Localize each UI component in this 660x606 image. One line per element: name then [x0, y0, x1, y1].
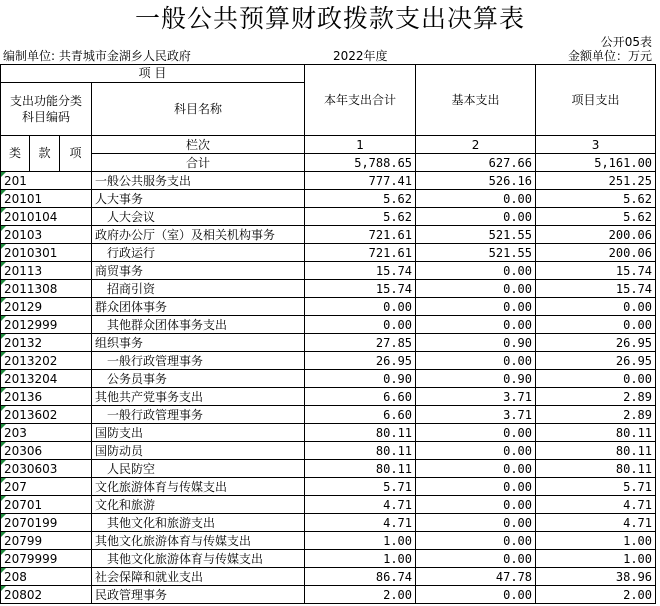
function-code: 20306 — [1, 442, 92, 460]
table-row — [1, 262, 656, 280]
basic-expenditure: 0.00 — [416, 262, 536, 280]
table-row — [1, 550, 656, 568]
total-expenditure: 5.62 — [305, 190, 416, 208]
function-code: 2010104 — [1, 208, 92, 226]
project-expenditure: 1.00 — [536, 550, 656, 568]
project-expenditure: 0.00 — [536, 316, 656, 334]
subject-name: 一般公共服务支出 — [92, 172, 305, 190]
basic-expenditure: 0.00 — [416, 424, 536, 442]
table-row — [1, 514, 656, 532]
project-expenditure: 2.00 — [536, 586, 656, 604]
project-expenditure: 0.00 — [536, 370, 656, 388]
header-function-code: 支出功能分类 科目编码 — [1, 83, 92, 136]
function-code: 2012999 — [1, 316, 92, 334]
header-lanci: 栏次 — [92, 136, 305, 154]
total-expenditure: 15.74 — [305, 262, 416, 280]
project-expenditure: 15.74 — [536, 280, 656, 298]
header-lei: 类 — [1, 136, 30, 172]
subject-name: 其他文化旅游体育与传媒支出 — [92, 550, 305, 568]
table-row — [1, 352, 656, 370]
table-row — [1, 424, 656, 442]
form-number: 公开05表 — [600, 35, 652, 49]
function-code: 2013202 — [1, 352, 92, 370]
project-expenditure: 15.74 — [536, 262, 656, 280]
function-code: 20103 — [1, 226, 92, 244]
subject-name: 其他共产党事务支出 — [92, 388, 305, 406]
table-row — [1, 334, 656, 352]
function-code: 2079999 — [1, 550, 92, 568]
function-code: 2013204 — [1, 370, 92, 388]
subject-name: 国防动员 — [92, 442, 305, 460]
basic-expenditure: 0.00 — [416, 496, 536, 514]
total-expenditure: 1.00 — [305, 532, 416, 550]
table-row — [1, 298, 656, 316]
subject-name: 人大会议 — [92, 208, 305, 226]
total-label: 合计 — [92, 154, 305, 172]
total-expenditure: 6.60 — [305, 388, 416, 406]
project-expenditure: 251.25 — [536, 172, 656, 190]
header-basic-expenditure: 基本支出 — [416, 65, 536, 136]
basic-expenditure: 0.00 — [416, 586, 536, 604]
function-code: 20129 — [1, 298, 92, 316]
basic-expenditure: 0.00 — [416, 460, 536, 478]
header-info-line — [0, 49, 660, 64]
project-expenditure: 5.62 — [536, 190, 656, 208]
basic-expenditure: 0.00 — [416, 532, 536, 550]
basic-expenditure: 0.00 — [416, 298, 536, 316]
project-expenditure: 38.96 — [536, 568, 656, 586]
basic-expenditure: 0.90 — [416, 370, 536, 388]
subject-name: 人大事务 — [92, 190, 305, 208]
total-row — [1, 154, 656, 172]
table-row — [1, 532, 656, 550]
function-code: 207 — [1, 478, 92, 496]
header-subject-name: 科目名称 — [92, 83, 305, 136]
subject-name: 一般行政管理事务 — [92, 352, 305, 370]
total-expenditure: 6.60 — [305, 406, 416, 424]
total-expenditure: 5.71 — [305, 478, 416, 496]
basic-expenditure: 521.55 — [416, 244, 536, 262]
project-expenditure: 0.00 — [536, 298, 656, 316]
table-row — [1, 406, 656, 424]
total-expenditure: 721.61 — [305, 244, 416, 262]
total-expenditure: 721.61 — [305, 226, 416, 244]
function-code: 20132 — [1, 334, 92, 352]
function-code: 20802 — [1, 586, 92, 604]
basic-expenditure: 0.00 — [416, 550, 536, 568]
fiscal-year: 2022年度 — [333, 49, 388, 63]
amount-unit: 金额单位：万元 — [567, 49, 652, 63]
basic-expenditure: 0.00 — [416, 352, 536, 370]
subject-name: 一般行政管理事务 — [92, 406, 305, 424]
function-code: 208 — [1, 568, 92, 586]
header-item: 项 目 — [1, 65, 305, 83]
basic-expenditure: 0.00 — [416, 190, 536, 208]
total-expenditure: 5.62 — [305, 208, 416, 226]
subject-name: 招商引资 — [92, 280, 305, 298]
subject-name: 群众团体事务 — [92, 298, 305, 316]
header-project-expenditure: 项目支出 — [536, 65, 656, 136]
total-expenditure: 80.11 — [305, 460, 416, 478]
total-expenditure: 0.90 — [305, 370, 416, 388]
project-expenditure: 26.95 — [536, 334, 656, 352]
total-expenditure: 86.74 — [305, 568, 416, 586]
function-code: 2030603 — [1, 460, 92, 478]
table-row — [1, 586, 656, 604]
header-xiang: 项 — [60, 136, 92, 172]
basic-expenditure: 3.71 — [416, 388, 536, 406]
subject-name: 国防支出 — [92, 424, 305, 442]
total-expenditure: 1.00 — [305, 550, 416, 568]
subject-name: 政府办公厅（室）及相关机构事务 — [92, 226, 305, 244]
function-code: 2070199 — [1, 514, 92, 532]
project-expenditure: 4.71 — [536, 496, 656, 514]
table-row — [1, 226, 656, 244]
table-row — [1, 370, 656, 388]
table-row — [1, 244, 656, 262]
col-number-1: 1 — [305, 136, 416, 154]
subject-name: 其他文化和旅游支出 — [92, 514, 305, 532]
document-title: 一般公共预算财政拨款支出决算表 — [134, 4, 525, 33]
project-expenditure: 1.00 — [536, 532, 656, 550]
basic-expenditure: 0.00 — [416, 514, 536, 532]
subject-name: 民政管理事务 — [92, 586, 305, 604]
subject-name: 文化和旅游 — [92, 496, 305, 514]
subject-name: 组织事务 — [92, 334, 305, 352]
total-expenditure: 15.74 — [305, 280, 416, 298]
table-row — [1, 478, 656, 496]
table-row — [1, 208, 656, 226]
total-expenditure: 777.41 — [305, 172, 416, 190]
total-expenditure: 4.71 — [305, 496, 416, 514]
subject-name: 文化旅游体育与传媒支出 — [92, 478, 305, 496]
basic-expenditure: 0.00 — [416, 478, 536, 496]
subject-name: 其他文化旅游体育与传媒支出 — [92, 532, 305, 550]
table-row — [1, 316, 656, 334]
basic-expenditure: 0.90 — [416, 334, 536, 352]
project-expenditure: 26.95 — [536, 352, 656, 370]
function-code: 201 — [1, 172, 92, 190]
subject-name: 其他群众团体事务支出 — [92, 316, 305, 334]
total-project: 5,161.00 — [536, 154, 656, 172]
expenditure-table — [0, 64, 656, 604]
basic-expenditure: 0.00 — [416, 316, 536, 334]
project-expenditure: 200.06 — [536, 226, 656, 244]
basic-expenditure: 3.71 — [416, 406, 536, 424]
table-row — [1, 460, 656, 478]
project-expenditure: 2.89 — [536, 406, 656, 424]
project-expenditure: 200.06 — [536, 244, 656, 262]
project-expenditure: 80.11 — [536, 424, 656, 442]
basic-expenditure: 521.55 — [416, 226, 536, 244]
total-expenditure: 80.11 — [305, 442, 416, 460]
function-code: 2013602 — [1, 406, 92, 424]
col-number-3: 3 — [536, 136, 656, 154]
total-expenditure: 27.85 — [305, 334, 416, 352]
function-code: 2011308 — [1, 280, 92, 298]
subject-name: 公务员事务 — [92, 370, 305, 388]
table-row — [1, 388, 656, 406]
function-code: 203 — [1, 424, 92, 442]
project-expenditure: 5.71 — [536, 478, 656, 496]
table-row — [1, 568, 656, 586]
subject-name: 人民防空 — [92, 460, 305, 478]
total-expenditure: 80.11 — [305, 424, 416, 442]
function-code: 20101 — [1, 190, 92, 208]
total-expenditure: 4.71 — [305, 514, 416, 532]
function-code: 20136 — [1, 388, 92, 406]
header-kuan: 款 — [30, 136, 60, 172]
total-basic: 627.66 — [416, 154, 536, 172]
table-row — [1, 280, 656, 298]
total-total: 5,788.65 — [305, 154, 416, 172]
function-code: 20799 — [1, 532, 92, 550]
total-expenditure: 2.00 — [305, 586, 416, 604]
header-total-expenditure: 本年支出合计 — [305, 65, 416, 136]
col-number-2: 2 — [416, 136, 536, 154]
project-expenditure: 4.71 — [536, 514, 656, 532]
table-row — [1, 190, 656, 208]
function-code: 20113 — [1, 262, 92, 280]
basic-expenditure: 47.78 — [416, 568, 536, 586]
function-code: 20701 — [1, 496, 92, 514]
basic-expenditure: 526.16 — [416, 172, 536, 190]
project-expenditure: 5.62 — [536, 208, 656, 226]
subject-name: 社会保障和就业支出 — [92, 568, 305, 586]
table-row — [1, 172, 656, 190]
total-expenditure: 0.00 — [305, 316, 416, 334]
subject-name: 行政运行 — [92, 244, 305, 262]
table-row — [1, 442, 656, 460]
basic-expenditure: 0.00 — [416, 208, 536, 226]
total-expenditure: 0.00 — [305, 298, 416, 316]
table-row — [1, 496, 656, 514]
project-expenditure: 2.89 — [536, 388, 656, 406]
total-expenditure: 26.95 — [305, 352, 416, 370]
project-expenditure: 80.11 — [536, 460, 656, 478]
project-expenditure: 80.11 — [536, 442, 656, 460]
basic-expenditure: 0.00 — [416, 280, 536, 298]
organization-label: 编制单位: 共青城市金湖乡人民政府 — [3, 49, 191, 63]
basic-expenditure: 0.00 — [416, 442, 536, 460]
subject-name: 商贸事务 — [92, 262, 305, 280]
function-code: 2010301 — [1, 244, 92, 262]
